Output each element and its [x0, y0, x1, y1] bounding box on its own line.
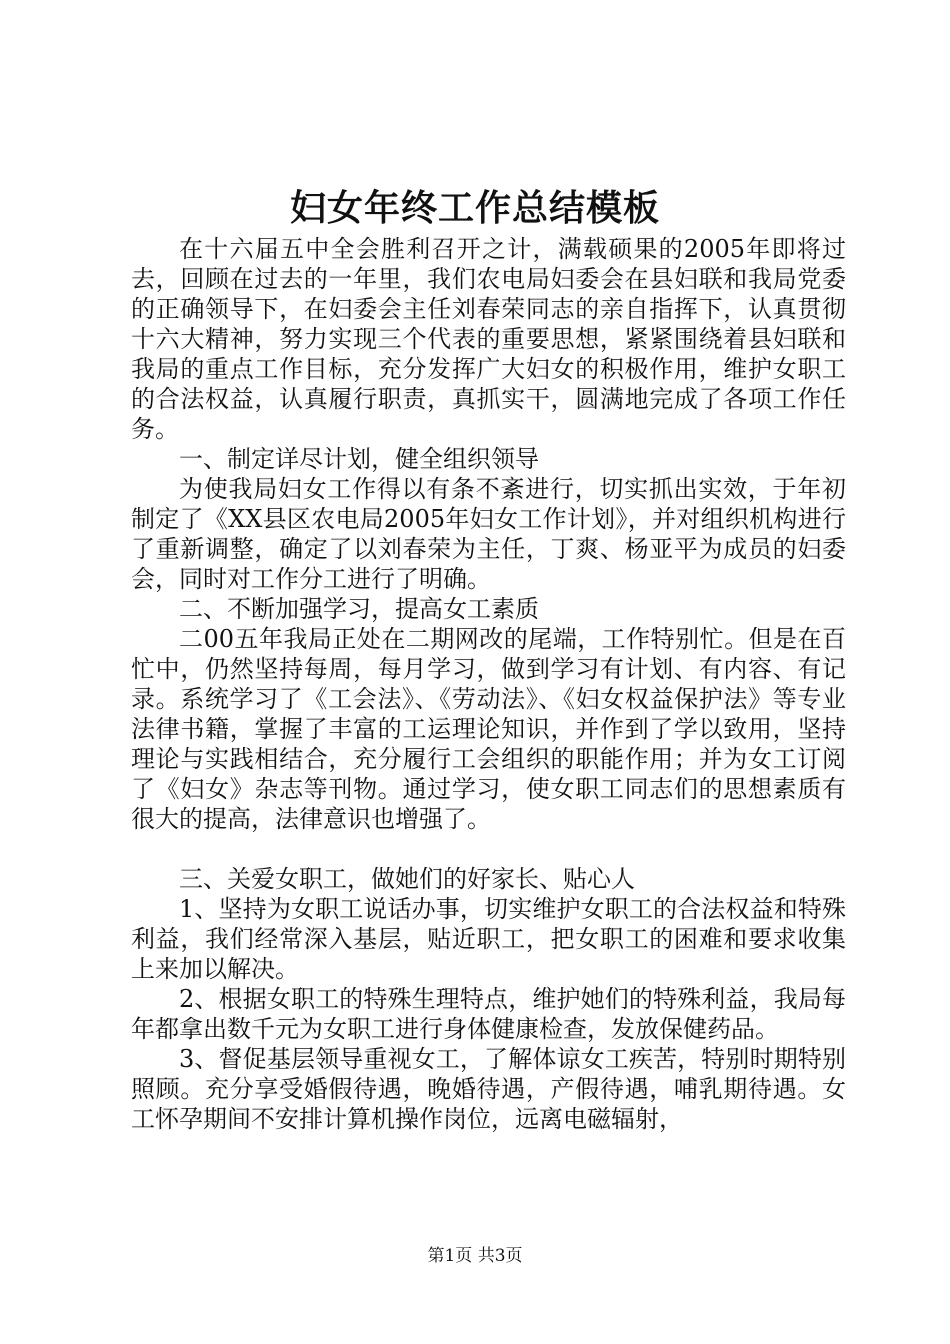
section-heading-1: 一、制定详尽计划，健全组织领导 [179, 445, 539, 473]
section-heading-2: 二、不断加强学习，提高女工素质 [179, 595, 539, 623]
page-footer: 第1页 共3页 [427, 1246, 523, 1266]
intro-paragraph: 在十六届五中全会胜利召开之计，满载硕果的2005年即将过去，回顾在过去的一年里，我们农电局妇委会在县妇联和我局党委的正确领导下，在妇委会主任刘春荣同志的亲自指挥下，认真贯彻十六大精神，努力实现三个代表的重要思想，紧紧围绕着县妇联和我局的重点工作目标，充分发挥广大妇女的积极作用，维护女职工的合法权益，认真履行职责，真抓实干，圆满地完成了各项工作任务。 [131, 235, 846, 443]
document-title: 妇女年终工作总结模板 [289, 187, 660, 229]
section-3-item-1: 1、坚持为女职工说话办事，切实维护女职工的合法权益和特殊利益，我们经常深入基层，贴近职工，把女职工的困难和要求收集上来加以解决。 [131, 895, 846, 983]
section-1-paragraph: 为使我局妇女工作得以有条不紊进行，切实抓出实效，于年初制定了《XX县区农电局2005年妇女工作计划》，并对组织机构进行了重新调整，确定了以刘春荣为主任，丁爽、杨亚平为成员的妇委会，同时对工作分工进行了明确。 [131, 475, 846, 593]
document-body [131, 234, 846, 1134]
section-3-item-2: 2、根据女职工的特殊生理特点，维护她们的特殊利益，我局每年都拿出数千元为女职工进行身体健康检查，发放保健药品。 [131, 985, 846, 1043]
blank-line [131, 834, 846, 864]
section-3-item-3: 3、督促基层领导重视女工，了解体谅女工疾苦，特别时期特别照顾。充分享受婚假待遇，晚婚待遇，产假待遇，哺乳期待遇。女工怀孕期间不安排计算机操作岗位，远离电磁辐射， [131, 1045, 846, 1133]
section-heading-3: 三、关爱女职工，做她们的好家长、贴心人 [179, 865, 635, 893]
section-2-paragraph: 二00五年我局正处在二期网改的尾端，工作特别忙。但是在百忙中，仍然坚持每周，每月学习，做到学习有计划、有内容、有记录。系统学习了《工会法》、《劳动法》、《妇女权益保护法》等专业法律书籍，掌握了丰富的工运理论知识，并作到了学以致用，坚持理论与实践相结合，充分履行工会组织的职能作用；并为女工订阅了《妇女》杂志等刊物。通过学习，使女职工同志们的思想素质有很大的提高，法律意识也增强了。 [131, 625, 846, 833]
